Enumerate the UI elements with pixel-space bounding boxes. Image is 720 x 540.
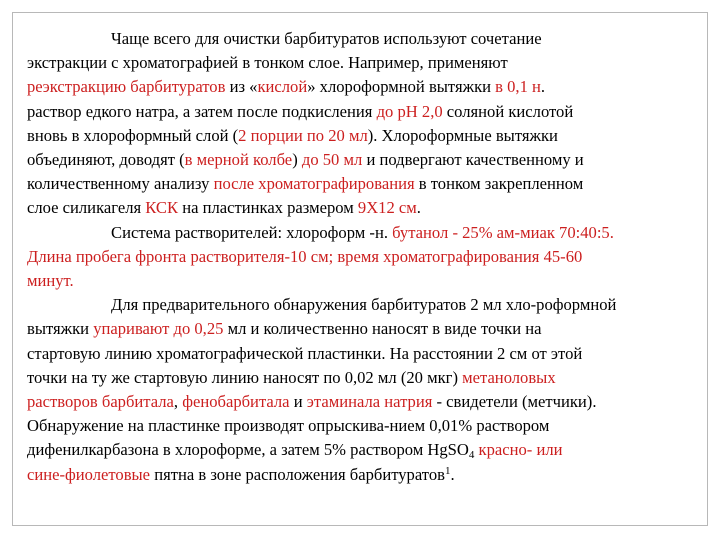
highlighted-text: после хроматографирования xyxy=(213,174,415,194)
highlighted-text: Длина пробега фронта растворителя-10 см; время хроматографирования 45-60 xyxy=(27,246,583,266)
highlighted-text: 9Х12 см xyxy=(357,198,417,218)
highlighted-text: реэкстракцию барбитуратов xyxy=(27,77,226,97)
text-line xyxy=(27,100,699,124)
highlighted-text: в мерной колбе xyxy=(184,150,293,170)
text-segment: и xyxy=(289,392,307,412)
highlighted-text: бутанол - 25% ам-миак 70:40:5. xyxy=(392,222,614,242)
highlighted-text: до 50 мл xyxy=(301,150,363,170)
text-line xyxy=(27,390,699,414)
text-line xyxy=(27,51,699,75)
text-segment: в тонком закрепленном xyxy=(414,174,584,194)
text-segment: стартовую линию хроматографической пластинки. На расстоянии 2 см от этой xyxy=(27,343,583,363)
text-segment: количественному анализу xyxy=(27,174,214,194)
text-line xyxy=(27,293,699,317)
highlighted-text: 2 порции по 20 мл xyxy=(238,125,368,145)
text-segment: на пластинках размером xyxy=(178,198,358,218)
text-line xyxy=(27,317,699,341)
highlighted-text: упаривают до 0,25 xyxy=(93,319,224,339)
highlighted-text: кислой xyxy=(257,77,308,97)
text-line xyxy=(27,342,699,366)
subscript: 4 xyxy=(468,449,475,462)
text-segment: ). Хлороформные вытяжки xyxy=(367,125,558,145)
highlighted-text: КСК xyxy=(145,198,179,218)
highlighted-text: этаминала натрия xyxy=(306,392,433,412)
text-line xyxy=(27,75,699,99)
text-segment: . xyxy=(416,198,421,218)
highlighted-text: до рН 2,0 xyxy=(376,101,443,121)
text-line xyxy=(27,221,699,245)
text-segment: раствор едкого натра, а затем после подкисления xyxy=(27,101,377,121)
text-segment: Чаще всего для очистки барбитуратов используют сочетание xyxy=(111,29,542,48)
highlighted-text: сине-фиолетовые xyxy=(27,464,151,484)
text-line xyxy=(27,245,699,269)
body-text xyxy=(27,27,699,487)
text-segment: объединяют, доводят ( xyxy=(27,150,185,170)
text-segment: из « xyxy=(225,77,258,97)
text-segment: ) xyxy=(292,150,302,170)
text-segment: пятна в зоне расположения барбитуратов xyxy=(150,464,445,484)
text-line xyxy=(27,269,699,293)
text-segment: вновь в хлороформный слой ( xyxy=(27,125,239,145)
text-line xyxy=(27,196,699,220)
text-segment: дифенилкарбазона в хлороформе, а затем 5% раствором HgSO xyxy=(27,440,469,460)
text-line xyxy=(27,172,699,196)
highlighted-text: растворов барбитала xyxy=(27,392,174,412)
text-segment: Обнаружение на пластинке производят опрыскива-нием 0,01% раствором xyxy=(27,416,550,436)
highlighted-text: минут. xyxy=(27,271,74,291)
text-segment: экстракции с хроматографией в тонком слое. Например, применяют xyxy=(27,53,508,73)
text-line xyxy=(27,414,699,438)
highlighted-text: в 0,1 н xyxy=(495,77,541,97)
highlighted-text: фенобарбитала xyxy=(182,392,290,412)
text-segment: . xyxy=(450,464,455,484)
text-line xyxy=(27,438,699,462)
text-segment: » хлороформной вытяжки xyxy=(307,77,496,97)
superscript: 1 xyxy=(444,464,451,477)
text-line xyxy=(27,27,699,51)
text-segment: точки на ту же стартовую линию наносят по 0,02 мл (20 мкг) xyxy=(27,367,463,387)
text-line xyxy=(27,148,699,172)
text-line xyxy=(27,124,699,148)
text-segment: , xyxy=(173,392,183,412)
highlighted-text: красно- или xyxy=(478,440,563,460)
text-segment: Система растворителей: хлороформ -н. xyxy=(111,222,393,242)
text-segment: - свидетели (метчики). xyxy=(432,392,597,412)
text-segment: слое силикагеля xyxy=(27,198,146,218)
text-segment: . xyxy=(540,77,546,97)
text-segment: мл и количественно наносят в виде точки на xyxy=(223,319,542,339)
text-segment: и подвергают качественному и xyxy=(362,150,584,170)
highlighted-text: метаноловых xyxy=(462,367,556,387)
text-segment: вытяжки xyxy=(27,319,94,339)
slide-page xyxy=(12,12,708,526)
text-segment: Для предварительного обнаружения барбитуратов 2 мл хло-роформной xyxy=(111,295,617,315)
text-line xyxy=(27,366,699,390)
text-line xyxy=(27,463,699,487)
text-segment: соляной кислотой xyxy=(442,101,574,121)
